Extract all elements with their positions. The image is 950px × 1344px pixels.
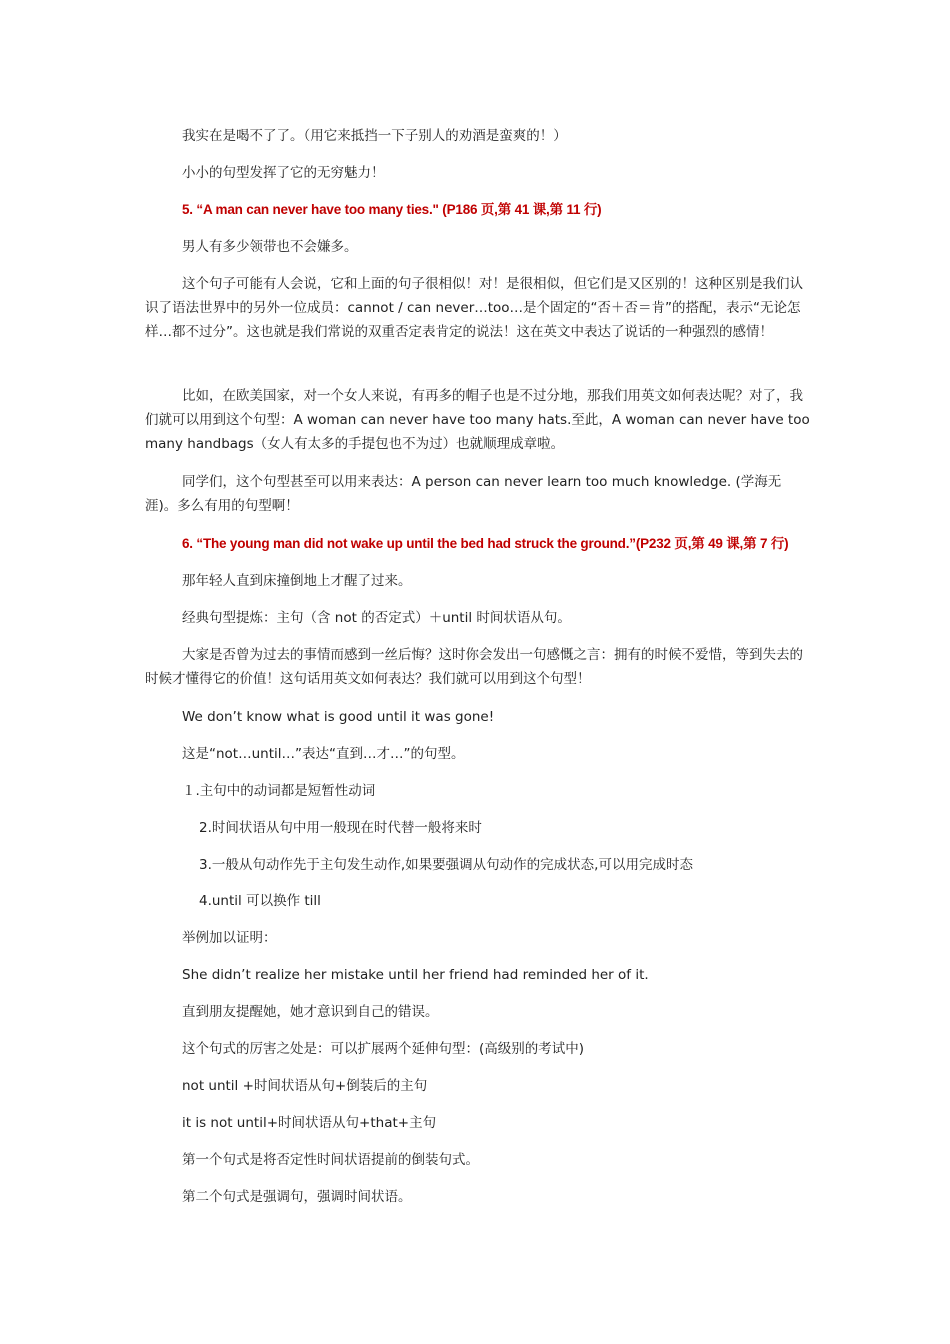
paragraph: 举例加以证明： bbox=[182, 930, 277, 946]
paragraph: 经典句型提炼：主句（含 not 的否定式）＋until 时间状语从句。 bbox=[182, 610, 571, 626]
example-sentence: We don’t know what is good until it was gone! bbox=[182, 709, 495, 725]
paragraph: 这是“not…until…”表达“直到…才…”的句型。 bbox=[182, 746, 465, 762]
paragraph: 第一个句式是将否定性时间状语提前的倒装句式。 bbox=[182, 1152, 479, 1168]
paragraph: 那年轻人直到床撞倒地上才醒了过来。 bbox=[182, 573, 412, 589]
paragraph: 这个句式的厉害之处是：可以扩展两个延伸句型：(高级别的考试中) bbox=[182, 1041, 585, 1057]
rule-item: 4.until 可以换作 till bbox=[199, 893, 321, 909]
pattern-line: it is not until+时间状语从句+that+主句 bbox=[182, 1115, 437, 1131]
rule-item: 3.一般从句动作先于主句发生动作,如果要强调从句动作的完成状态,可以用完成时态 bbox=[199, 857, 693, 873]
paragraph: 同学们，这个句型甚至可以用来表达：A person can never learn too much knowledge. (学海无涯)。多么有用的句型啊！ bbox=[145, 474, 782, 514]
paragraph: 这个句子可能有人会说，它和上面的句子很相似！对！是很相似，但它们是又区别的！这种区别是我们认识了语法世界中的另外一位成员：cannot / can never…too…是个固定的“否＋否＝肯”的搭配，表示“无论怎样…都不过分”。这也就是我们常说的双重否定表肯定的说法！这在英文中表达了说话的一种强烈的感情！ bbox=[145, 276, 803, 340]
paragraph: 大家是否曾为过去的事情而感到一丝后悔？这时你会发出一句感慨之言：拥有的时候不爱惜，等到失去的时候才懂得它的价值！这句话用英文如何表达？我们就可以用到这个句型！ bbox=[145, 647, 803, 687]
example-sentence: She didn’t realize her mistake until her friend had reminded her of it. bbox=[182, 967, 649, 983]
paragraph: 男人有多少领带也不会嫌多。 bbox=[182, 239, 358, 255]
pattern-line: not until +时间状语从句+倒装后的主句 bbox=[182, 1078, 428, 1094]
paragraph: 直到朋友提醒她，她才意识到自己的错误。 bbox=[182, 1004, 439, 1020]
paragraph: 第二个句式是强调句，强调时间状语。 bbox=[182, 1189, 412, 1205]
rule-item: １.主句中的动词都是短暂性动词 bbox=[182, 783, 376, 799]
rule-item: 2.时间状语从句中用一般现在时代替一般将来时 bbox=[199, 820, 482, 836]
paragraph: 我实在是喝不了了。（用它来抵挡一下子别人的劝酒是蛮爽的！） bbox=[182, 128, 567, 144]
paragraph: 小小的句型发挥了它的无穷魅力！ bbox=[182, 165, 385, 181]
paragraph: 比如，在欧美国家，对一个女人来说，有再多的帽子也是不过分地，那我们用英文如何表达呢？对了，我们就可以用到这个句型：A woman can never have too many hats.至此，A woman can never have too many handbags（女人有太多的手提包也不为过）也就顺理成章啦。 bbox=[145, 388, 810, 452]
section-heading-6: 6. “The young man did not wake up until the bed had struck the ground.”(P232 页,第 49 课,第 7 行) bbox=[182, 536, 789, 551]
section-heading-5: 5. “A man can never have too many ties." (P186 页,第 41 课,第 11 行) bbox=[182, 202, 602, 217]
